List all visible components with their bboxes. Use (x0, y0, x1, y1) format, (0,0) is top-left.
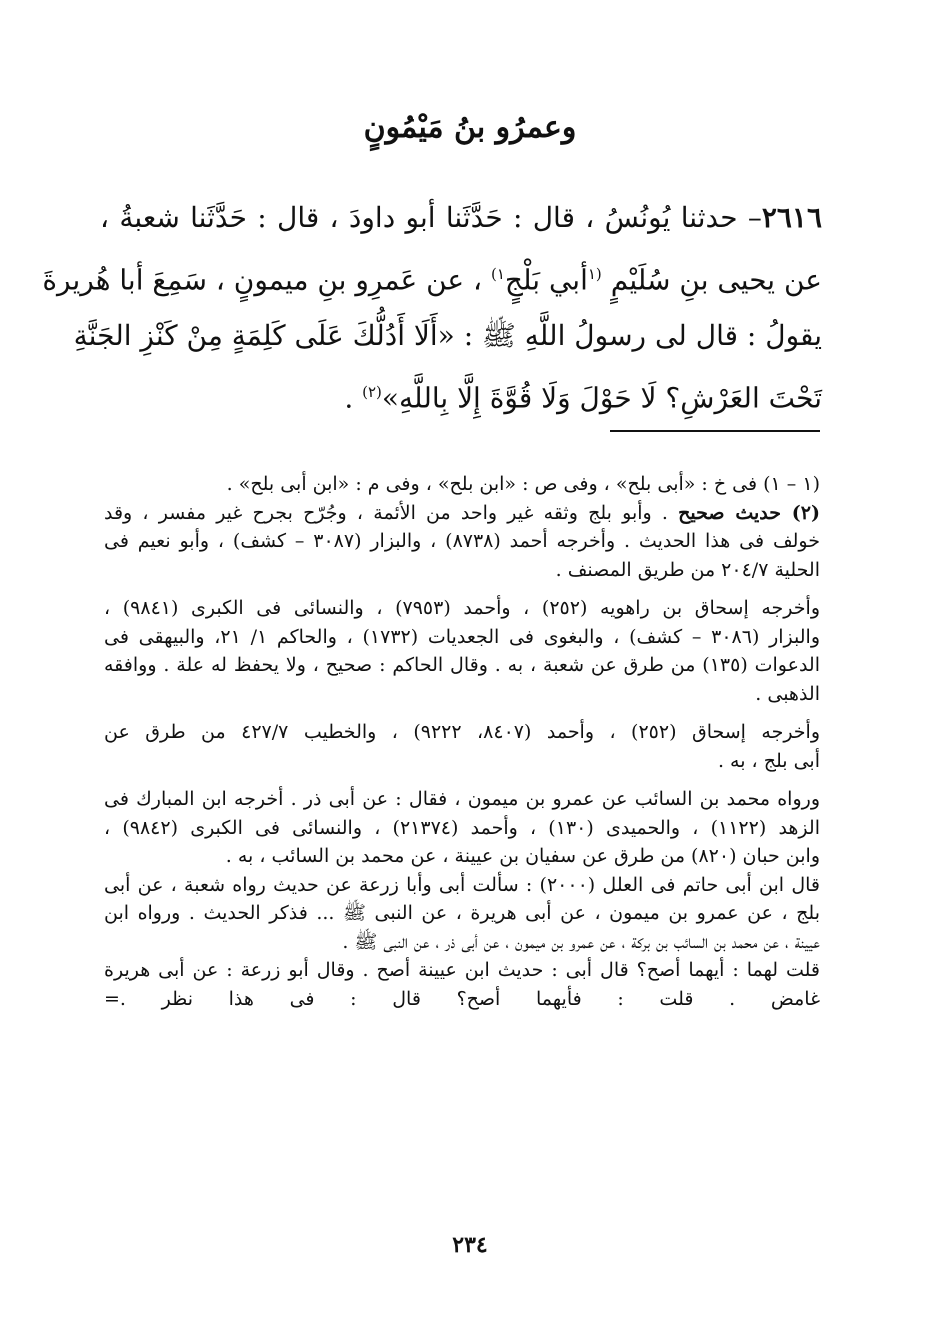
footnote-paragraph-line: ورواه محمد بن السائب عن عمرو بن ميمون ، فقال : عن أبى ذر . أخرجه ابن المبارك فى (104, 788, 820, 810)
footnote-paragraph-line: والبزار (٣٠٨٦ – كشف) ، والبغوى فى الجعديات (١٧٣٢) ، والحاكم ١/ ٢١، والبيهقى فى (104, 625, 821, 648)
page-number: ٢٣٤ (452, 1232, 488, 1258)
footnote-paragraph-line: وأخرجه إسحاق بن راهويه (٢٥٢) ، وأحمد (٧٩٥٣) ، والنسائى فى الكبرى (٩٨٤١) ، (104, 597, 820, 619)
hadith-line-2: عن يحيى بنِ سُلَيْمٍ $^{(١}$أبي بَلْجٍ$^{١)}$ ، عن عَمرِو بنِ ميمونٍ ، سَمِعَ أبا هُريرةَ (42, 263, 822, 297)
footnote-paragraph-line: الذهبى . (755, 682, 820, 705)
paragraph-gap (104, 708, 820, 718)
footnote-paragraph-line: بلج ، عن عمرو بن ميمون ، عن أبى هريرة ، عن النبى ﷺ ... فذكر الحديث . ورواه ابن (104, 902, 820, 924)
hadith-line-3: يقولُ : قال لى رسولُ اللَّهِ ﷺ : «أَلَا أَدُلُّكَ عَلَى كَلِمَةٍ مِنْ كَنْزِ الجَنَّةِ (73, 319, 822, 353)
footnote-paragraph-line: قلت لهما : أيهما أصح؟ قال أبى : حديث ابن عيينة أصح . وقال أبو زرعة : عن أبى هريرة (104, 959, 820, 981)
section-heading: وعمرُو بنُ مَيْمُونٍ (363, 110, 577, 145)
footnote-separator (610, 430, 820, 432)
footnotes (104, 470, 820, 1013)
footnote-paragraph-line: الدعوات (١٣٥) من طرق عن شعبة ، به . وقال الحاكم : صحيح ، ولا يحفظ له علة . ووافقه (104, 654, 820, 676)
footnote-paragraph-line: وابن حبان (٨٢٠) من طرق عن سفيان بن عيينة ، عن محمد بن السائب ، به . (225, 845, 820, 867)
footnote-2-line: (٢) حديث صحيح . وأبو بلج وثقه غير واحد من الأئمة ، وجُرّح بجرح غير مفسر ، وقد (104, 501, 820, 524)
footnote-paragraph-line: وأخرجه إسحاق (٢٥٢) ، وأحمد (٨٤٠٧، ٩٢٢٢) ، والخطيب ٤٢٧/٧ من طرق عن (104, 721, 821, 743)
hadith-line-1: ٢٦١٦– حدثنا يُونُسُ ، قال : حَدَّثَنا أبو داودَ ، قال : حَدَّثَنا شعبةُ ، (100, 201, 822, 234)
footnote-mark-open: (١ (587, 265, 602, 283)
footnote-paragraph-line: الزهد (١١٢٢) ، والحميدى (١٣٠) ، وأحمد (٢١٣٧٤) ، والنسائى فى الكبرى (٩٨٤٢) ، (104, 816, 820, 839)
footnote-2-label: (٢) حديث صحيح (678, 501, 820, 524)
footnote-paragraph-line: قال ابن أبى حاتم فى العلل (٢٠٠٠) : سألت أبى وأبا زرعة عن حديث رواه شعبة ، عن أبى (104, 873, 820, 896)
footnote-mark-close: ١) (490, 265, 505, 283)
footnote-2-line: الحلية ٢٠٤/٧ من طريق المصنف . (555, 558, 820, 581)
paragraph-gap (104, 775, 820, 785)
hadith-number: ٢٦١٦ (761, 201, 822, 234)
footnote-paragraph-line: أبى بلج ، به . (717, 749, 820, 772)
footnote-mark-2: (٢) (362, 383, 382, 402)
footnote-2-line: خولف فى هذا الحديث . وأخرجه أحمد (٨٧٣٨) ، والبزار (٣٠٨٧ – كشف) ، وأبو نعيم فى (104, 530, 820, 552)
footnote-paragraph-line: غامض . قلت : فأيهما أصح؟ قال : فى هذا نظر .= (104, 987, 820, 1010)
footnote-1: (١ – ١) فى خ : «أبى بلح» ، وفى ص : «ابن بلح» ، وفى م : «ابن أبى بلح» . (226, 473, 820, 495)
footnote-paragraph-line: عيينة ، عن محمد بن السائب بن بركة ، عن عمرو بن ميمون ، عن أبى ذر ، عن النبى ﷺ . (342, 930, 820, 953)
paragraph-gap (104, 584, 820, 594)
continuation-mark: = (104, 987, 120, 1010)
hadith-text (42, 190, 822, 427)
hadith-line-4: تَحْتَ العَرْشِ؟ لَا حَوْلَ وَلَا قُوَّةَ إِلَّا بِاللَّهِ»$^{(٢)}$ . (344, 381, 822, 415)
